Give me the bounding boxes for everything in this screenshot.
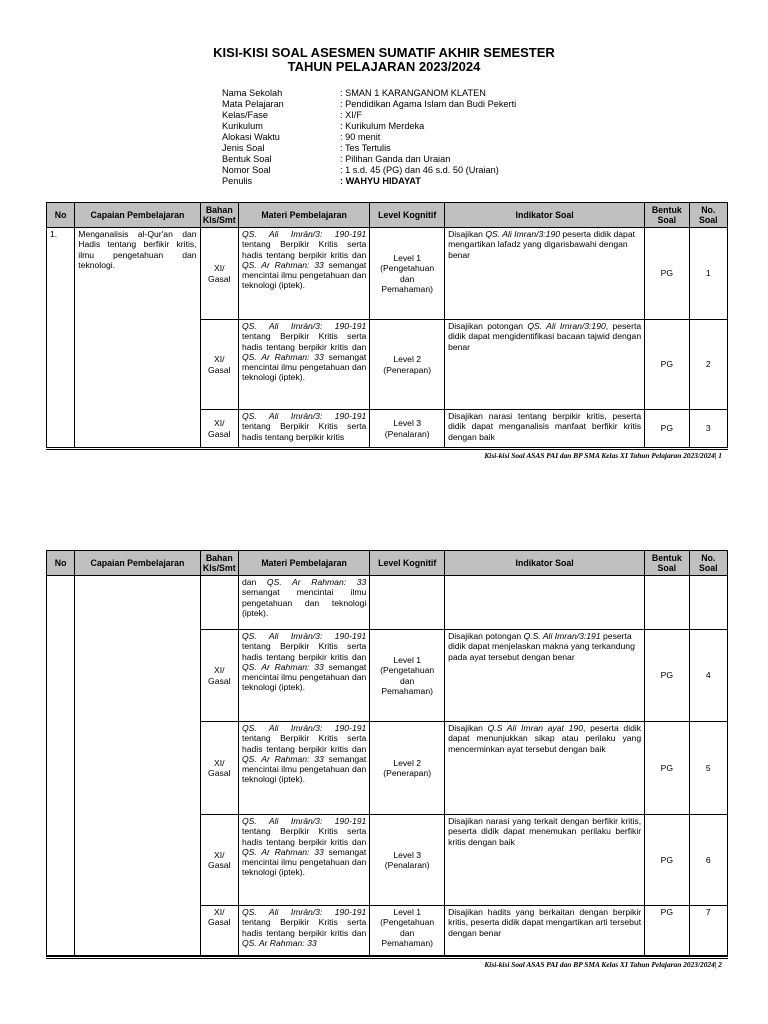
identity-value: : SMAN 1 KARANGANOM KLATEN (340, 88, 486, 98)
level-cell: Level 3 (Penalaran) (370, 410, 445, 448)
bentuk-cell: PG (645, 410, 689, 448)
identity-value: : 1 s.d. 45 (PG) dan 46 s.d. 50 (Uraian) (340, 165, 499, 175)
bentuk-cell: PG (645, 815, 689, 906)
header-no: No (47, 203, 75, 228)
identity-label: Penulis (222, 176, 253, 186)
identity-label: Kurikulum (222, 121, 263, 131)
level-cell: Level 2 (Penerapan) (370, 722, 445, 815)
identity-row (222, 99, 640, 110)
identity-row (222, 165, 640, 176)
materi-cell: QS. Ali Imrān/3: 190-191 tentang Berpikir Kritis serta hadis tentang berpikir kritis dan QS. Ar Rahman: 33 (238, 906, 369, 956)
indikator-cell: Disajikan Q.S Ali Imran ayat 190, peserta didik dapat menunjukkan sikap atau perilaku yang mencerminkan ayat tersebut dengan baik (445, 722, 645, 815)
indikator-empty (445, 576, 645, 630)
page-gap (0, 460, 768, 540)
identity-value: : Tes Tertulis (340, 143, 391, 153)
header-bahan: Bahan Kls/Smt (200, 551, 238, 576)
bahan-cell: XI/ Gasal (200, 630, 238, 722)
indikator-cell: Disajikan narasi tentang berpikir kritis, peserta didik dapat menganalisis manfaat berfikir kritis dengan baik (445, 410, 645, 448)
header-materi: Materi Pembelajaran (238, 203, 369, 228)
nosoal-cell: 1 (689, 228, 727, 320)
bahan-cell: XI/ Gasal (200, 410, 238, 448)
identity-label: Alokasi Waktu (222, 132, 280, 142)
row-number-empty (47, 576, 75, 956)
bahan-cell: XI/ Gasal (200, 815, 238, 906)
identity-row (222, 121, 640, 132)
row-number: 1. (47, 228, 75, 448)
header-bentuk: Bentuk Soal (645, 203, 689, 228)
bahan-cell: XI/ Gasal (200, 320, 238, 410)
indikator-cell: Disajikan hadits yang berkaitan dengan berpikir kritis, peserta didik dapat mengartikan arti tersebut dengan benar (445, 906, 645, 956)
header-no: No (47, 551, 75, 576)
nosoal-cell: 6 (689, 815, 727, 906)
table-row (47, 576, 728, 630)
identity-value: : Pendidikan Agama Islam dan Budi Pekerti (340, 99, 517, 109)
table-header-row (47, 203, 728, 228)
header-level: Level Kognitif (370, 551, 445, 576)
materi-cell: QS. Ali Imrān/3: 190-191 tentang Berpikir Kritis serta hadis tentang berpikir kritis dan QS. Ar Rahman: 33 semangat mencintai ilmu pengetahuan dan teknologi (iptek). (238, 228, 369, 320)
header-bahan: Bahan Kls/Smt (200, 203, 238, 228)
kisi-table-page-1 (46, 202, 728, 448)
table-row (47, 228, 728, 320)
nosoal-cell: 5 (689, 722, 727, 815)
author-name: : WAHYU HIDAYAT (340, 176, 421, 186)
document-page-1 (0, 0, 768, 460)
indikator-cell: Disajikan narasi yang terkait dengan berfikir kritis, peserta didik dapat menemukan perilaku berfikir kritis dengan baik (445, 815, 645, 906)
bahan-cell: XI/ Gasal (200, 228, 238, 320)
nosoal-cell: 4 (689, 630, 727, 722)
header-nosoal: No. Soal (689, 203, 727, 228)
bentuk-cell: PG (645, 320, 689, 410)
bentuk-cell: PG (645, 906, 689, 956)
footer-rule (46, 958, 728, 959)
materi-cell: dan QS. Ar Rahman: 33 semangat mencintai ilmu pengetahuan dan teknologi (iptek). (238, 576, 369, 630)
footer-rule (46, 955, 728, 957)
identity-label: Bentuk Soal (222, 154, 272, 164)
identity-value: : 90 menit (340, 132, 381, 142)
identity-label: Nomor Soal (222, 165, 271, 175)
footer-rule (46, 449, 728, 450)
nosoal-cell: 7 (689, 906, 727, 956)
document-subtitle: TAHUN PELAJARAN 2023/2024 (287, 59, 481, 74)
level-cell: Level 3 (Penalaran) (370, 815, 445, 906)
identity-value: : Pilihan Ganda dan Uraian (340, 154, 451, 164)
identity-row (222, 88, 640, 99)
bahan-empty (200, 576, 238, 630)
identity-value: : Kurikulum Merdeka (340, 121, 425, 131)
nosoal-cell: 2 (689, 320, 727, 410)
identity-label: Mata Pelajaran (222, 99, 284, 109)
level-cell: Level 1 (Pengetahuan dan Pemahaman) (370, 630, 445, 722)
materi-cell: QS. Ali Imrān/3: 190-191 tentang Berpikir Kritis serta hadis tentang berpikir kritis dan QS. Ar Rahman: 33 semangat mencintai ilmu pengetahuan dan teknologi (iptek). (238, 630, 369, 722)
identity-label: Nama Sekolah (222, 88, 283, 98)
header-capaian: Capaian Pembelajaran (75, 203, 200, 228)
materi-cell: QS. Ali Imrān/3: 190-191 tentang Berpikir Kritis serta hadis tentang berpikir kritis dan QS. Ar Rahman: 33 semangat mencintai ilmu pengetahuan dan teknologi (iptek). (238, 320, 369, 410)
bahan-cell: XI/ Gasal (200, 722, 238, 815)
materi-cell: QS. Ali Imrān/3: 190-191 tentang Berpikir Kritis serta hadis tentang berpikir kritis dan QS. Ar Rahman: 33 semangat mencintai ilmu pengetahuan dan teknologi (iptek). (238, 815, 369, 906)
header-nosoal: No. Soal (689, 551, 727, 576)
page-footer: Kisi-kisi Soal ASAS PAI dan BP SMA Kelas XI Tahun Pelajaran 2023/2024| 2 (484, 960, 722, 969)
identity-label: Kelas/Fase (222, 110, 268, 120)
document-title: KISI-KISI SOAL ASESMEN SUMATIF AKHIR SEMESTER (213, 45, 555, 60)
bentuk-cell: PG (645, 630, 689, 722)
kisi-table-page-2 (46, 550, 728, 956)
identity-label: Jenis Soal (222, 143, 265, 153)
header-indikator: Indikator Soal (445, 203, 645, 228)
header-capaian: Capaian Pembelajaran (75, 551, 200, 576)
page-footer: Kisi-kisi Soal ASAS PAI dan BP SMA Kelas XI Tahun Pelajaran 2023/2024| 1 (484, 451, 722, 460)
identity-row (222, 176, 640, 187)
level-cell: Level 1 (Pengetahuan dan Pemahaman) (370, 906, 445, 956)
identity-row (222, 154, 640, 165)
identity-row (222, 110, 640, 121)
bentuk-cell: PG (645, 722, 689, 815)
level-cell: Level 2 (Penerapan) (370, 320, 445, 410)
bentuk-empty (645, 576, 689, 630)
bahan-cell: XI/ Gasal (200, 906, 238, 956)
level-cell: Level 1 (Pengetahuan dan Pemahaman) (370, 228, 445, 320)
identity-block (222, 88, 640, 187)
level-empty (370, 576, 445, 630)
header-materi: Materi Pembelajaran (238, 551, 369, 576)
bentuk-cell: PG (645, 228, 689, 320)
identity-value: : XI/F (340, 110, 362, 120)
indikator-cell: Disajikan potongan QS. Ali Imran/3:190, peserta didik dapat mengidentifikasi bacaan tajwid dengan benar (445, 320, 645, 410)
indikator-cell: Disajikan potongan Q.S. Ali Imran/3:191 peserta didik dapat menjelaskan makna yang terkandung pada ayat tersebut dengan benar (445, 630, 645, 722)
capaian-text: Menganalisis al-Qur'an dan Hadis tentang berfikir kritis, ilmu pengetahuan dan teknologi. (75, 228, 200, 448)
materi-cell: QS. Ali Imrān/3: 190-191 tentang Berpikir Kritis serta hadis tentang berpikir kritis (238, 410, 369, 448)
identity-row (222, 143, 640, 154)
header-bentuk: Bentuk Soal (645, 551, 689, 576)
header-level: Level Kognitif (370, 203, 445, 228)
capaian-empty (75, 576, 200, 956)
nosoal-cell: 3 (689, 410, 727, 448)
materi-cell: QS. Ali Imrān/3: 190-191 tentang Berpikir Kritis serta hadis tentang berpikir kritis dan QS. Ar Rahman: 33 semangat mencintai ilmu pengetahuan dan teknologi (iptek). (238, 722, 369, 815)
indikator-cell: Disajikan QS. Ali Imran/3:190 peserta didik dapat mengartikan lafadz yang digarisbawahi dengan benar (445, 228, 645, 320)
identity-row (222, 132, 640, 143)
header-indikator: Indikator Soal (445, 551, 645, 576)
table-header-row (47, 551, 728, 576)
nosoal-empty (689, 576, 727, 630)
